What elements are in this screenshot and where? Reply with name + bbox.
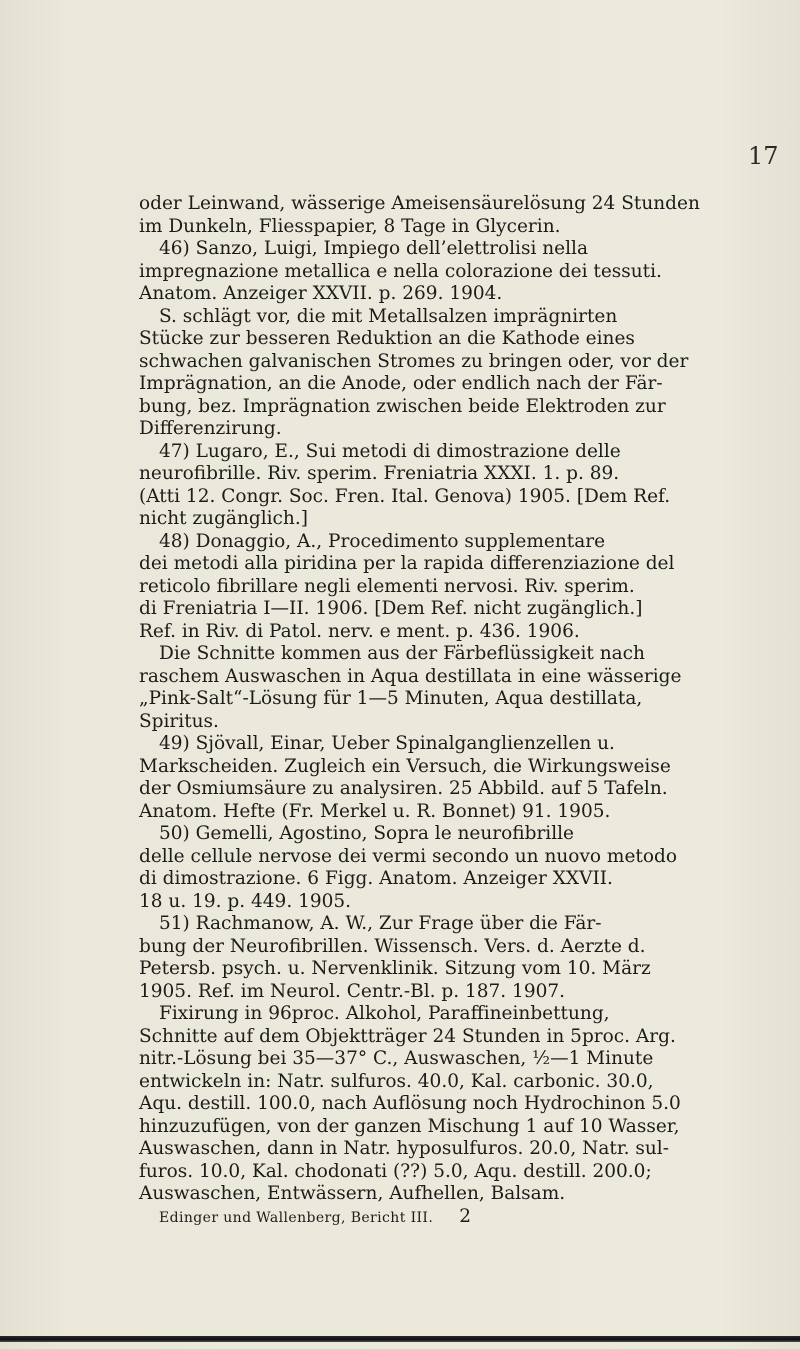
text-line: Ref. in Riv. di Patol. nerv. e ment. p. 436. 1906. — [139, 620, 580, 642]
text-line: Auswaschen, Entwässern, Aufhellen, Balsam. — [139, 1183, 566, 1204]
text-line: Anatom. Hefte (Fr. Merkel u. R. Bonnet) 91. 1905. — [139, 800, 611, 822]
entry-48-header: 48) Donaggio, A., Procedimento supplementare — [159, 530, 606, 552]
text-line: di dimostrazione. 6 Figg. Anatom. Anzeiger XXVII. — [139, 868, 613, 889]
entry-47-header: 47) Lugaro, E., Sui metodi di dimostrazione delle — [159, 440, 621, 462]
text-line: (Atti 12. Congr. Soc. Fren. Ital. Genova) 1905. [Dem Ref. — [139, 485, 671, 507]
text-line: delle cellule nervose dei vermi secondo un nuovo metodo — [139, 845, 677, 867]
text-line: Petersb. psych. u. Nervenklinik. Sitzung vom 10. März — [139, 958, 651, 979]
text-line: nitr.-Lösung bei 35—37° C., Auswaschen, ½—1 Minute — [139, 1048, 654, 1069]
entry-46-header: 46) Sanzo, Luigi, Impiego dell’elettrolisi nella — [159, 238, 588, 259]
text-line: im Dunkeln, Fliesspapier, 8 Tage in Glycerin. — [139, 215, 561, 237]
text-line: impregnazione metallica e nella colorazione dei tessuti. — [139, 260, 662, 282]
text-line: neurofibrille. Riv. sperim. Freniatria XXXI. 1. p. 89. — [139, 463, 620, 484]
text-line: Anatom. Anzeiger XXVII. p. 269. 1904. — [139, 283, 503, 304]
text-line: schwachen galvanischen Stromes zu bringen oder, vor der — [139, 350, 689, 372]
text-line: Differenzirung. — [139, 418, 282, 439]
entry-49-header: 49) Sjövall, Einar, Ueber Spinalganglienzellen u. — [159, 733, 615, 754]
bottom-edge-rule — [0, 1336, 800, 1342]
text-line: dei metodi alla piridina per la rapida differenziazione del — [139, 553, 675, 574]
text-line: raschem Auswaschen in Aqua destillata in eine wässerige — [139, 665, 682, 687]
text-line: Aqu. destill. 100.0, nach Auflösung noch Hydrochinon 5.0 — [139, 1093, 681, 1114]
text-line: 1905. Ref. im Neurol. Centr.-Bl. p. 187. 1907. — [139, 980, 566, 1002]
text-line: entwickeln in: Natr. sulfuros. 40.0, Kal. carbonic. 30.0, — [139, 1070, 654, 1092]
text-line: bung, bez. Imprägnation zwischen beide Elektroden zur — [139, 395, 666, 417]
text-line: Schnitte auf dem Objektträger 24 Stunden in 5proc. Arg. — [139, 1025, 676, 1047]
text-line: nicht zugänglich.] — [139, 508, 308, 529]
text-line: Die Schnitte kommen aus der Färbeflüssigkeit nach — [159, 643, 645, 664]
text-line: Markscheiden. Zugleich ein Versuch, die Wirkungsweise — [139, 755, 671, 777]
page-number: 17 — [748, 142, 779, 170]
text-line: Spiritus. — [139, 710, 219, 732]
text-line: Fixirung in 96proc. Alkohol, Paraffineinbettung, — [159, 1003, 610, 1024]
text-line: bung der Neurofibrillen. Wissensch. Vers. d. Aerzte d. — [139, 935, 646, 957]
page-footer — [139, 1206, 677, 1229]
footer-text: Edinger und Wallenberg, Bericht III. — [159, 1209, 434, 1226]
text-line: 18 u. 19. p. 449. 1905. — [139, 890, 352, 912]
text-line: Imprägnation, an die Anode, oder endlich nach der Fär- — [139, 373, 663, 394]
text-line: hinzuzufügen, von der ganzen Mischung 1 auf 10 Wasser, — [139, 1115, 680, 1137]
text-line: Stücke zur besseren Reduktion an die Kathode eines — [139, 328, 635, 349]
text-line: di Freniatria I—II. 1906. [Dem Ref. nicht zugänglich.] — [139, 598, 643, 619]
sheet-signature: 2 — [459, 1205, 471, 1227]
text-line: der Osmiumsäure zu analysiren. 25 Abbild. auf 5 Tafeln. — [139, 778, 668, 799]
text-line: Auswaschen, dann in Natr. hyposulfuros. 20.0, Natr. sul- — [139, 1138, 669, 1159]
text-line: oder Leinwand, wässerige Ameisensäurelösung 24 Stunden — [139, 193, 700, 214]
entry-50-header: 50) Gemelli, Agostino, Sopra le neurofibrille — [159, 823, 575, 844]
text-line: furos. 10.0, Kal. chodonati (??) 5.0, Aqu. destill. 200.0; — [139, 1160, 652, 1182]
text-line: reticolo fibrillare negli elementi nervosi. Riv. sperim. — [139, 575, 635, 597]
entry-51-header: 51) Rachmanow, A. W., Zur Frage über die Fär- — [159, 913, 602, 934]
text-line: „Pink-Salt“-Lösung für 1—5 Minuten, Aqua destillata, — [139, 688, 643, 709]
text-line: S. schlägt vor, die mit Metallsalzen imprägnirten — [159, 305, 618, 327]
body-text — [139, 193, 700, 1228]
